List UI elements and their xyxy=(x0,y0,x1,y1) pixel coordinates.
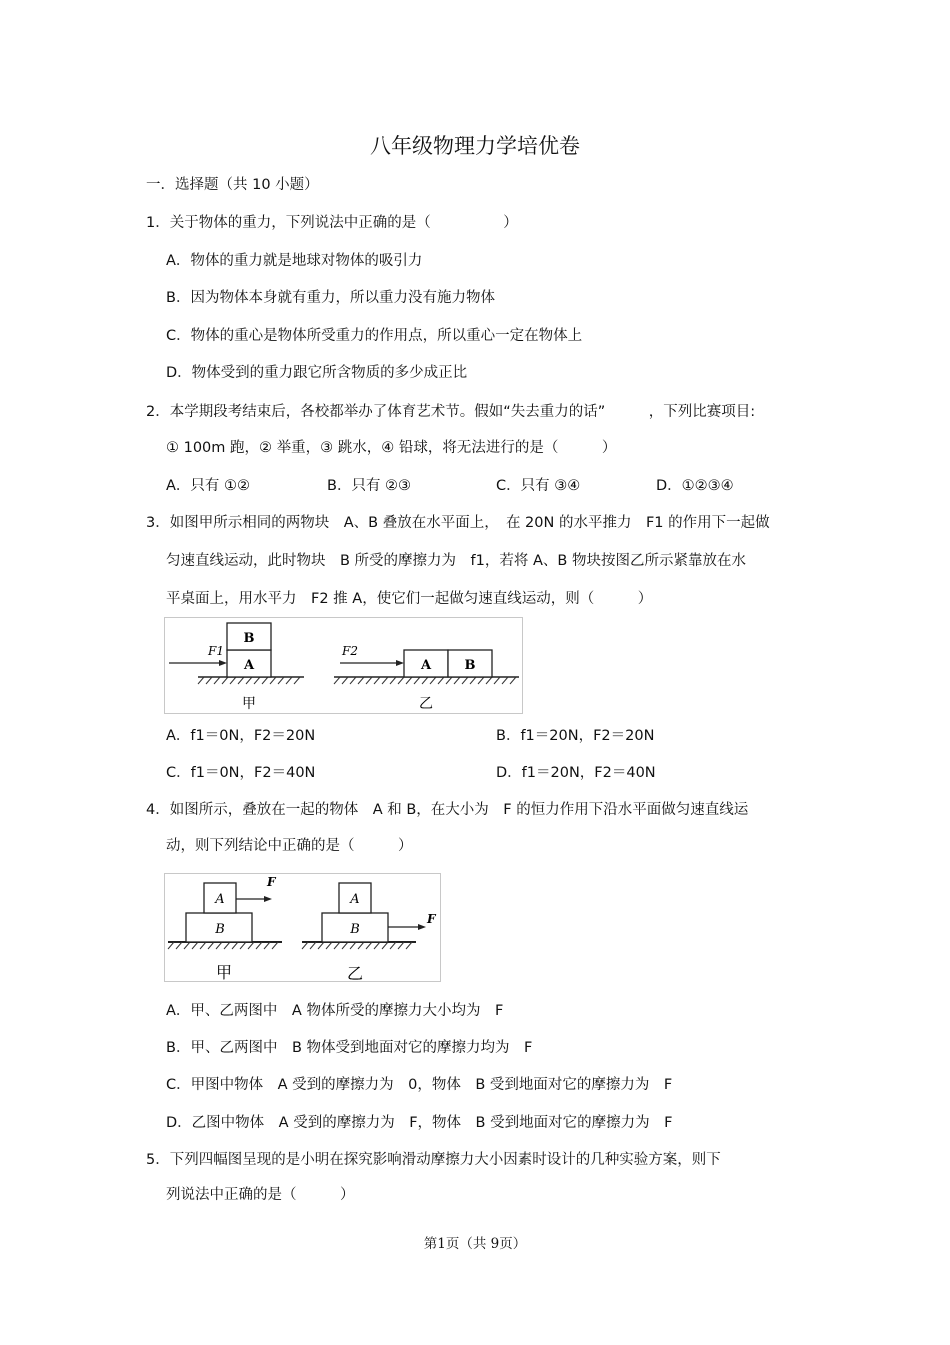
section-heading: 一．选择题（共 10 小题） xyxy=(146,177,319,193)
q2-option-b: B．只有 ②③ xyxy=(327,478,412,494)
q4-label-b-yi: B xyxy=(350,922,360,937)
q3-label-b-yi: B xyxy=(464,658,476,673)
q4-label-f-jia: F xyxy=(267,875,276,889)
q3-figure xyxy=(164,617,524,715)
q3-option-c: C．f1＝0N，F2＝40N xyxy=(166,765,316,781)
q4-option-b: B．甲、乙两图中 B 物体受到地面对它的摩擦力均为 F xyxy=(166,1040,533,1056)
q5-stem-line1: 5．下列四幅图呈现的是小明在探究影响滑动摩擦力大小因素时设计的几种实验方案，则下 xyxy=(146,1152,721,1168)
q3-label-f2: F2 xyxy=(342,644,358,658)
q4-option-a: A．甲、乙两图中 A 物体所受的摩擦力大小均为 F xyxy=(166,1003,504,1019)
q4-label-a-yi: A xyxy=(350,892,360,907)
q1-option-d: D．物体受到的重力跟它所含物质的多少成正比 xyxy=(166,365,468,381)
page-title: 八年级物理力学培优卷 xyxy=(370,134,580,158)
q4-figure xyxy=(164,873,442,983)
q3-label-f1: F1 xyxy=(208,644,224,658)
q4-option-d: D．乙图中物体 A 受到的摩擦力为 F，物体 B 受到地面对它的摩擦力为 F xyxy=(166,1115,673,1131)
q3-label-jia: 甲 xyxy=(242,696,256,712)
q5-stem-line2: 列说法中正确的是（ ） xyxy=(166,1187,355,1203)
q4-stem-line1: 4．如图所示，叠放在一起的物体 A 和 B，在大小为 F 的恒力作用下沿水平面做匀速直线运 xyxy=(146,802,749,818)
q3-stem-line1: 3．如图甲所示相同的两物块 A、B 叠放在水平面上， 在 20N 的水平推力 F1 的作用下一起做 xyxy=(146,515,770,531)
q4-option-c: C．甲图中物体 A 受到的摩擦力为 0，物体 B 受到地面对它的摩擦力为 F xyxy=(166,1077,673,1093)
q2-option-a: A．只有 ①② xyxy=(166,478,251,494)
q4-label-f-yi: F xyxy=(427,912,436,926)
q3-stem-line2: 匀速直线运动，此时物块 B 所受的摩擦力为 f1，若将 A、B 物块按图乙所示紧靠放在水 xyxy=(166,553,746,569)
q3-label-yi: 乙 xyxy=(419,696,433,712)
q4-label-yi: 乙 xyxy=(346,964,364,983)
q3-label-a-yi: A xyxy=(420,658,432,673)
q3-option-a: A．f1＝0N，F2＝20N xyxy=(166,728,316,744)
q1-stem: 1．关于物体的重力，下列说法中正确的是（ ） xyxy=(146,215,518,231)
q3-label-b-jia: B xyxy=(243,631,255,646)
q3-stem-line3: 平桌面上，用水平力 F2 推 A，使它们一起做匀速直线运动，则（ ） xyxy=(166,591,653,607)
q4-stem-line2: 动，则下列结论中正确的是（ ） xyxy=(166,838,413,854)
q3-option-d: D．f1＝20N，F2＝40N xyxy=(496,765,656,781)
q2-stem-line2: ① 100m 跑，② 举重，③ 跳水，④ 铅球，将无法进行的是（ ） xyxy=(166,440,617,456)
q2-option-d: D．①②③④ xyxy=(656,478,734,494)
q4-label-b-jia: B xyxy=(215,922,225,937)
q1-option-b: B．因为物体本身就有重力，所以重力没有施力物体 xyxy=(166,290,495,306)
q1-option-c: C．物体的重心是物体所受重力的作用点，所以重心一定在物体上 xyxy=(166,328,583,344)
q4-label-a-jia: A xyxy=(215,892,225,907)
q1-option-a: A．物体的重力就是地球对物体的吸引力 xyxy=(166,253,423,269)
q3-option-b: B．f1＝20N，F2＝20N xyxy=(496,728,655,744)
q4-label-jia: 甲 xyxy=(215,963,233,982)
q3-label-a-jia: A xyxy=(243,658,255,673)
q2-option-c: C．只有 ③④ xyxy=(496,478,581,494)
page-footer: 第1页（共 9页） xyxy=(423,1236,527,1252)
q2-stem-line1: 2．本学期段考结束后，各校都举办了体育艺术节。假如“失去重力的话” ，下列比赛项目: xyxy=(146,404,756,420)
